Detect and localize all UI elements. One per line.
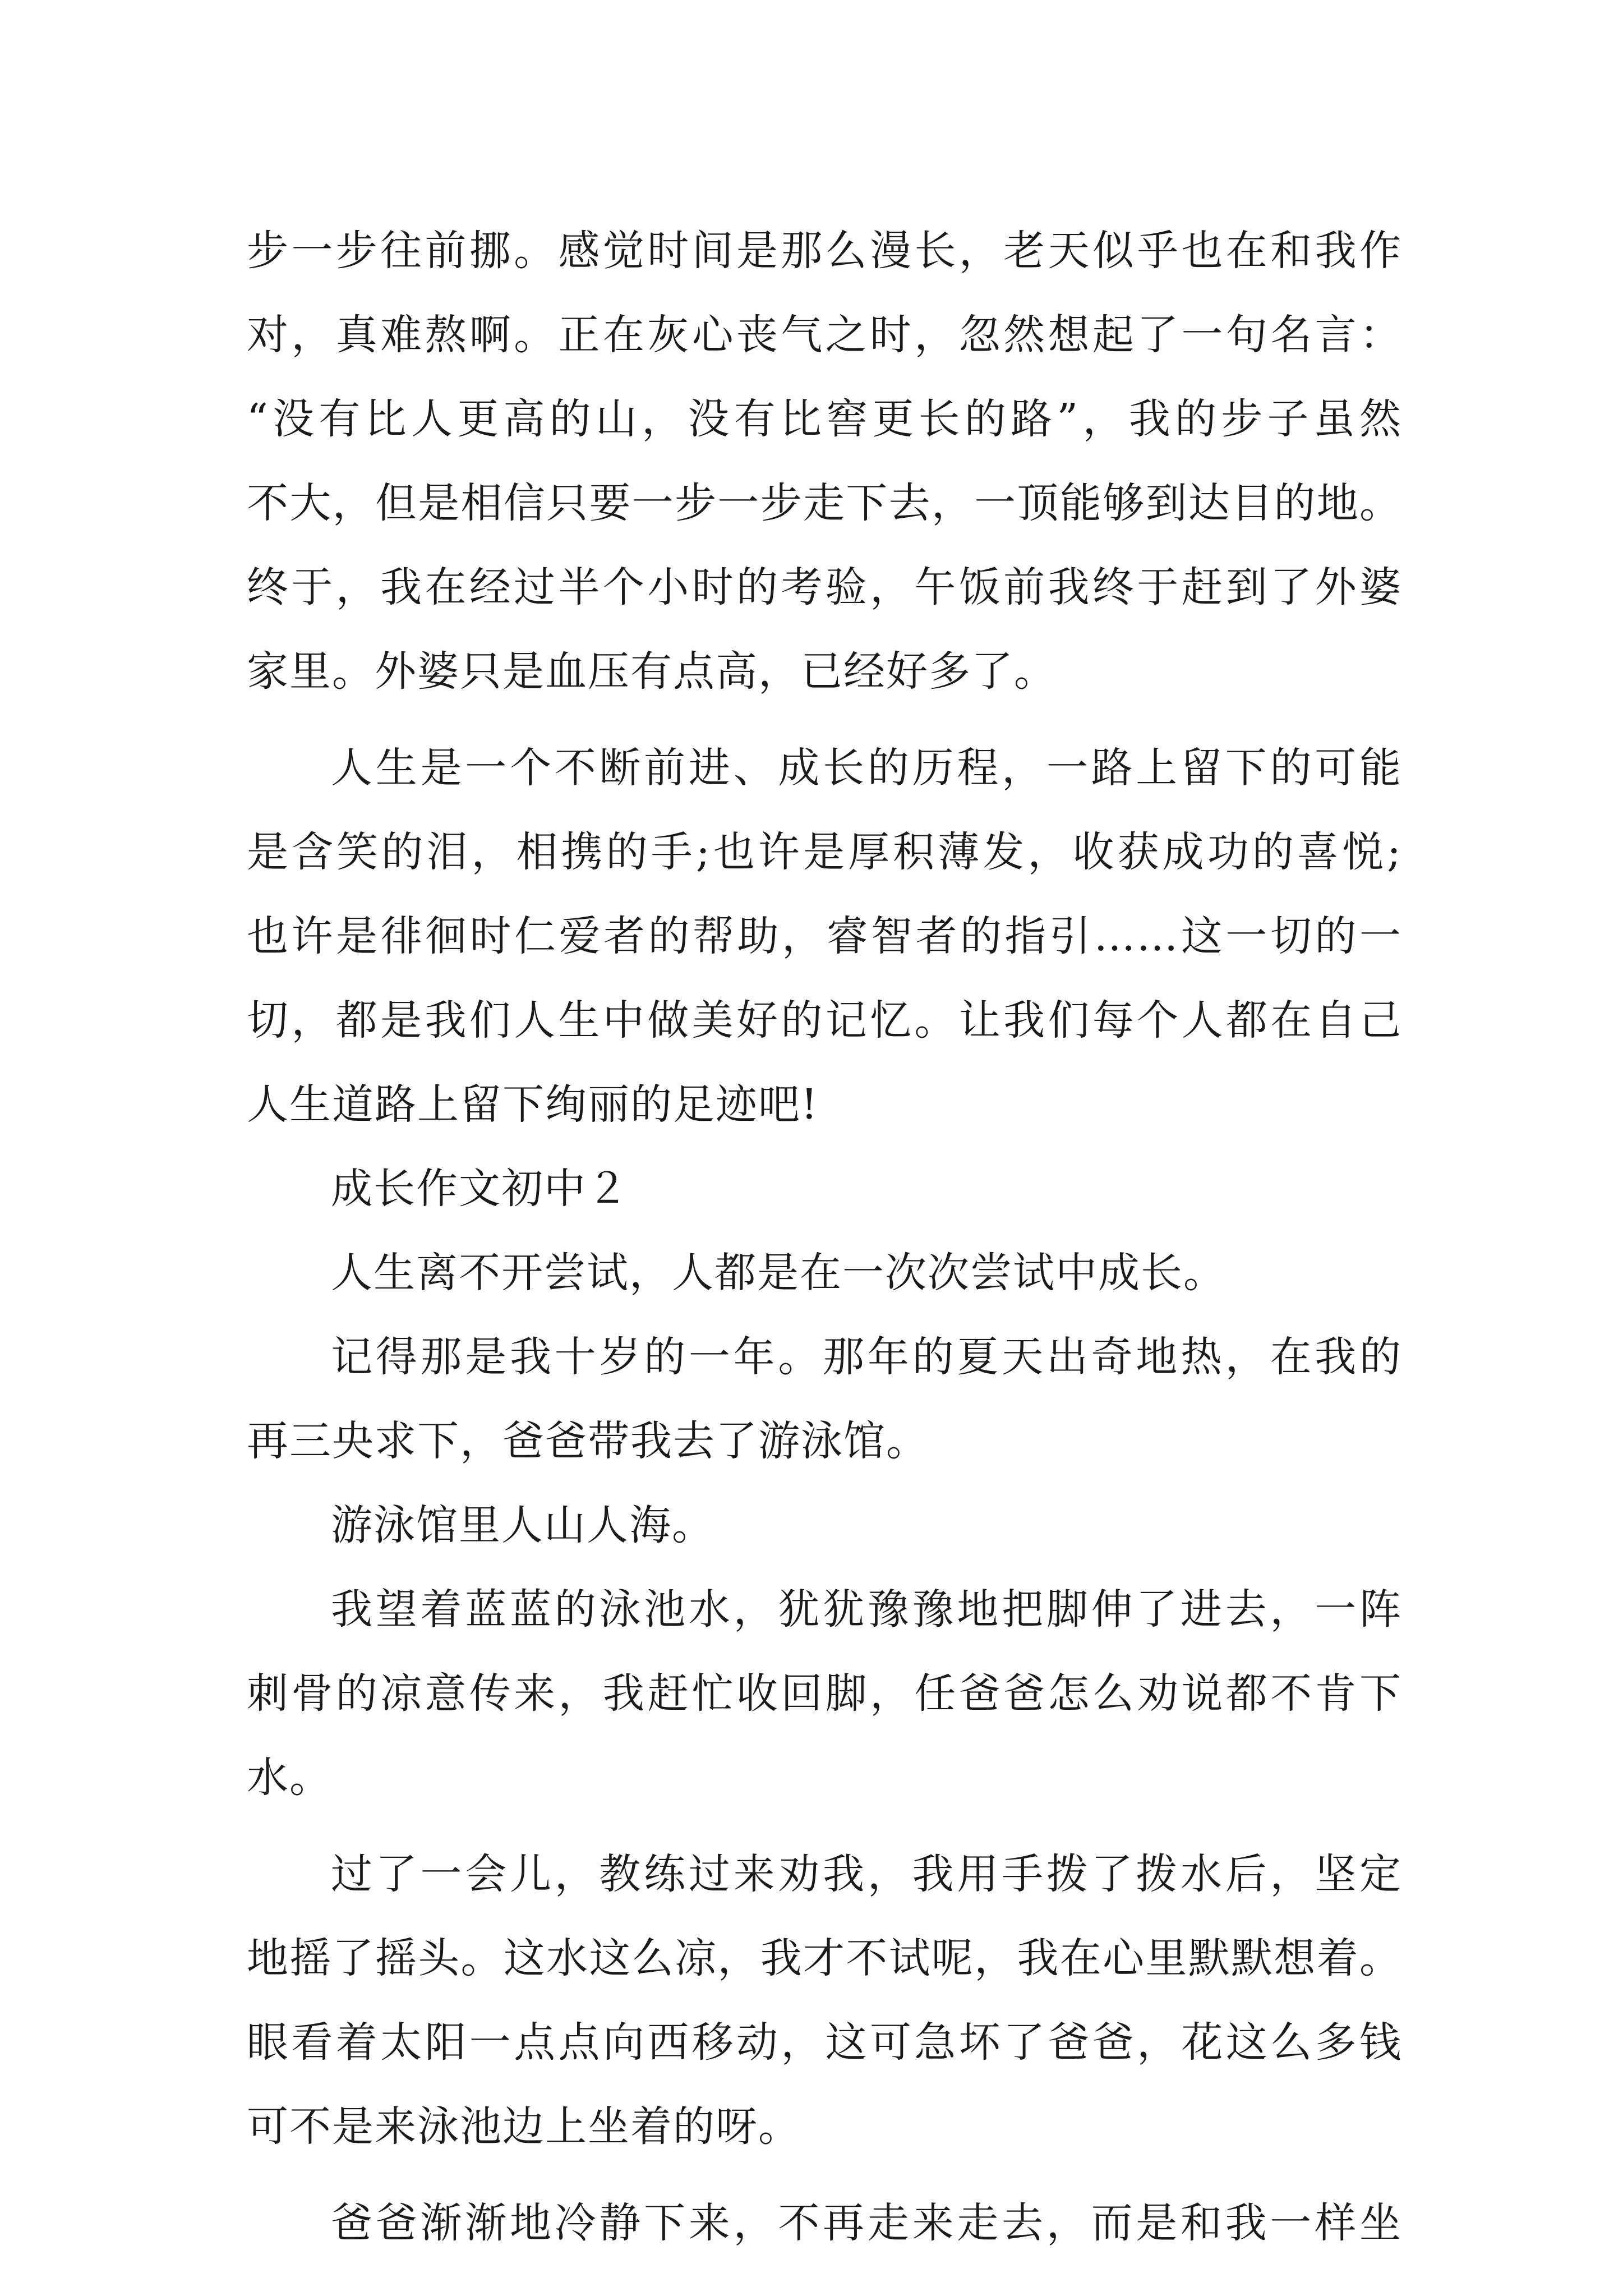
- text-line: 地摇了摇头。这水这么凉，我才不试呢，我在心里默默想着。: [247, 1934, 1402, 1982]
- text-line: “没有比人更高的山，没有比窖更长的路”，我的步子虽然: [247, 395, 1402, 443]
- text-line: 可不是来泳池边上坐着的呀。: [247, 2102, 801, 2151]
- text-line: 家里。外婆只是血压有点高，已经好多了。: [247, 647, 1057, 696]
- text-line: 眼看着太阳一点点向西移动，这可急坏了爸爸，花这么多钱: [247, 2018, 1402, 2067]
- text-line: 再三央求下，爸爸带我去了游泳馆。: [247, 1417, 929, 1465]
- text-line: 对，真难熬啊。正在灰心丧气之时，忽然想起了一句名言：: [247, 311, 1402, 359]
- text-line: 我望着蓝蓝的泳池水，犹犹豫豫地把脚伸了进去，一阵: [331, 1585, 1402, 1634]
- text-line: 不大，但是相信只要一步一步走下去，一顶能够到达目的地。: [247, 479, 1402, 527]
- text-line: 也许是徘徊时仁爱者的帮助，睿智者的指引……这一切的一: [247, 912, 1402, 960]
- text-line: 过了一会儿，教练过来劝我，我用手拨了拨水后，坚定: [331, 1850, 1402, 1898]
- text-line: 人生离不开尝试，人都是在一次次尝试中成长。: [331, 1249, 1226, 1297]
- text-line: 终于，我在经过半个小时的考验，午饭前我终于赶到了外婆: [247, 563, 1402, 611]
- text-line: 游泳馆里人山人海。: [331, 1501, 714, 1549]
- text-line: 记得那是我十岁的一年。那年的夏天出奇地热，在我的: [331, 1333, 1402, 1381]
- text-line: 人生是一个不断前进、成长的历程，一路上留下的可能: [331, 744, 1402, 792]
- text-line: 切，都是我们人生中做美好的记忆。让我们每个人都在自己: [247, 996, 1402, 1045]
- text-line: 人生道路上留下绚丽的足迹吧!: [247, 1080, 819, 1129]
- text-line: 刺骨的凉意传来，我赶忙收回脚，任爸爸怎么劝说都不肯下: [247, 1669, 1402, 1718]
- text-line: 步一步往前挪。感觉时间是那么漫长，老天似乎也在和我作: [247, 227, 1402, 275]
- text-line: 爸爸渐渐地冷静下来，不再走来走去，而是和我一样坐: [331, 2199, 1402, 2247]
- document-body: [247, 209, 1402, 2265]
- text-line: 水。: [247, 1754, 332, 1802]
- text-line: 是含笑的泪，相携的手;也许是厚积薄发，收获成功的喜悦;: [247, 828, 1402, 876]
- section-heading: 成长作文初中２: [331, 1165, 629, 1213]
